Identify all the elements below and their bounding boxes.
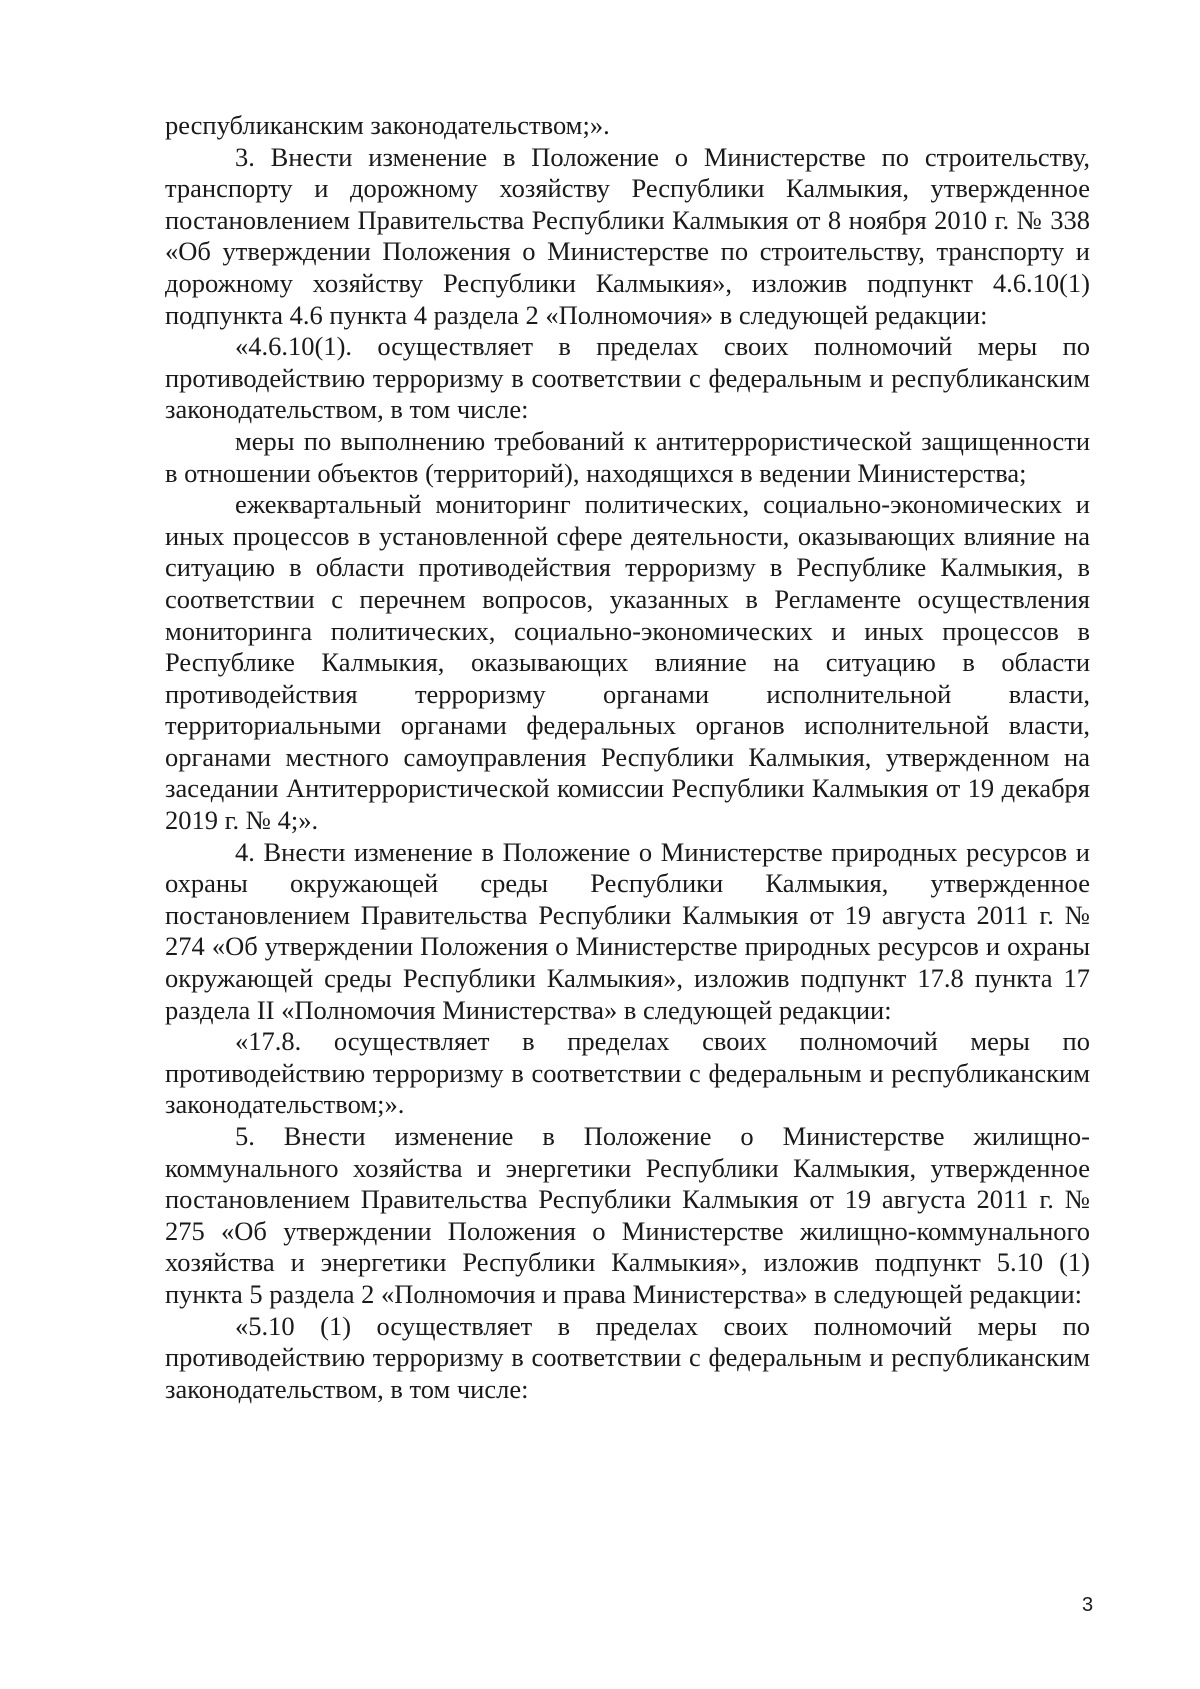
document-body bbox=[165, 110, 1090, 1405]
paragraph-item-4: 4. Внести изменение в Положение о Министерстве природных ресурсов и охраны окружающей среды Республики Калмыкия, утвержденное постановлением Правительства Республики Калмыкия от 19 августа 2011 г. № 274 «Об утверждении Положения о Министерстве природных ресурсов и охраны окружающей среды Республики Калмыкия», изложив подпункт 17.8 пункта 17 раздела II «Полномочия Министерства» в следующей редакции: bbox=[165, 836, 1090, 1025]
paragraph-quote-4-6-10: «4.6.10(1). осуществляет в пределах своих полномочий меры по противодействию терроризму в соответствии с федеральным и республиканским законодательством, в том числе: bbox=[165, 331, 1090, 425]
paragraph-item-3: 3. Внести изменение в Положение о Министерстве по строительству, транспорту и дорожному хозяйству Республики Калмыкия, утвержденное постановлением Правительства Республики Калмыкия от 8 ноября 2010 г. № 338 «Об утверждении Положения о Министерстве по строительству, транспорту и дорожному хозяйству Республики Калмыкия», изложив подпункт 4.6.10(1) подпункта 4.6 пункта 4 раздела 2 «Полномочия» в следующей редакции: bbox=[165, 141, 1090, 330]
paragraph-quote-17-8: «17.8. осуществляет в пределах своих полномочий меры по противодействию терроризму в соответствии с федеральным и республиканским законодательством;». bbox=[165, 1026, 1090, 1120]
paragraph-quote-5-10: «5.10 (1) осуществляет в пределах своих полномочий меры по противодействию терроризму в соответствии с федеральным и республиканским законодательством, в том числе: bbox=[165, 1310, 1090, 1404]
paragraph-measures: меры по выполнению требований к антитеррористической защищенности в отношении объектов (территорий), находящихся в ведении Министерства; bbox=[165, 425, 1090, 488]
paragraph-item-5: 5. Внести изменение в Положение о Министерстве жилищно-коммунального хозяйства и энергетики Республики Калмыкия, утвержденное постановлением Правительства Республики Калмыкия от 19 августа 2011 г. № 275 «Об утверждении Положения о Министерстве жилищно-коммунального хозяйства и энергетики Республики Калмыкия», изложив подпункт 5.10 (1) пункта 5 раздела 2 «Полномочия и права Министерства» в следующей редакции: bbox=[165, 1121, 1090, 1309]
paragraph-monitoring: ежеквартальный мониторинг политических, социально-экономических и иных процессов в установленной сфере деятельности, оказывающих влияние на ситуацию в области противодействия терроризму в Республике Калмыкия, в соответствии с перечнем вопросов, указанных в Регламенте осуществления мониторинга политических, социально-экономических и иных процессов в Республике Калмыкия, оказывающих влияние на ситуацию в области противодействия терроризму органами исполнительной власти, территориальными органами федеральных органов исполнительной власти, органами местного самоуправления Республики Калмыкия, утвержденном на заседании Антитеррористической комиссии Республики Калмыкия от 19 декабря 2019 г. № 4;». bbox=[165, 489, 1090, 836]
paragraph-continuation: республиканским законодательством;». bbox=[165, 110, 610, 140]
page-number: 3 bbox=[1082, 1594, 1094, 1616]
